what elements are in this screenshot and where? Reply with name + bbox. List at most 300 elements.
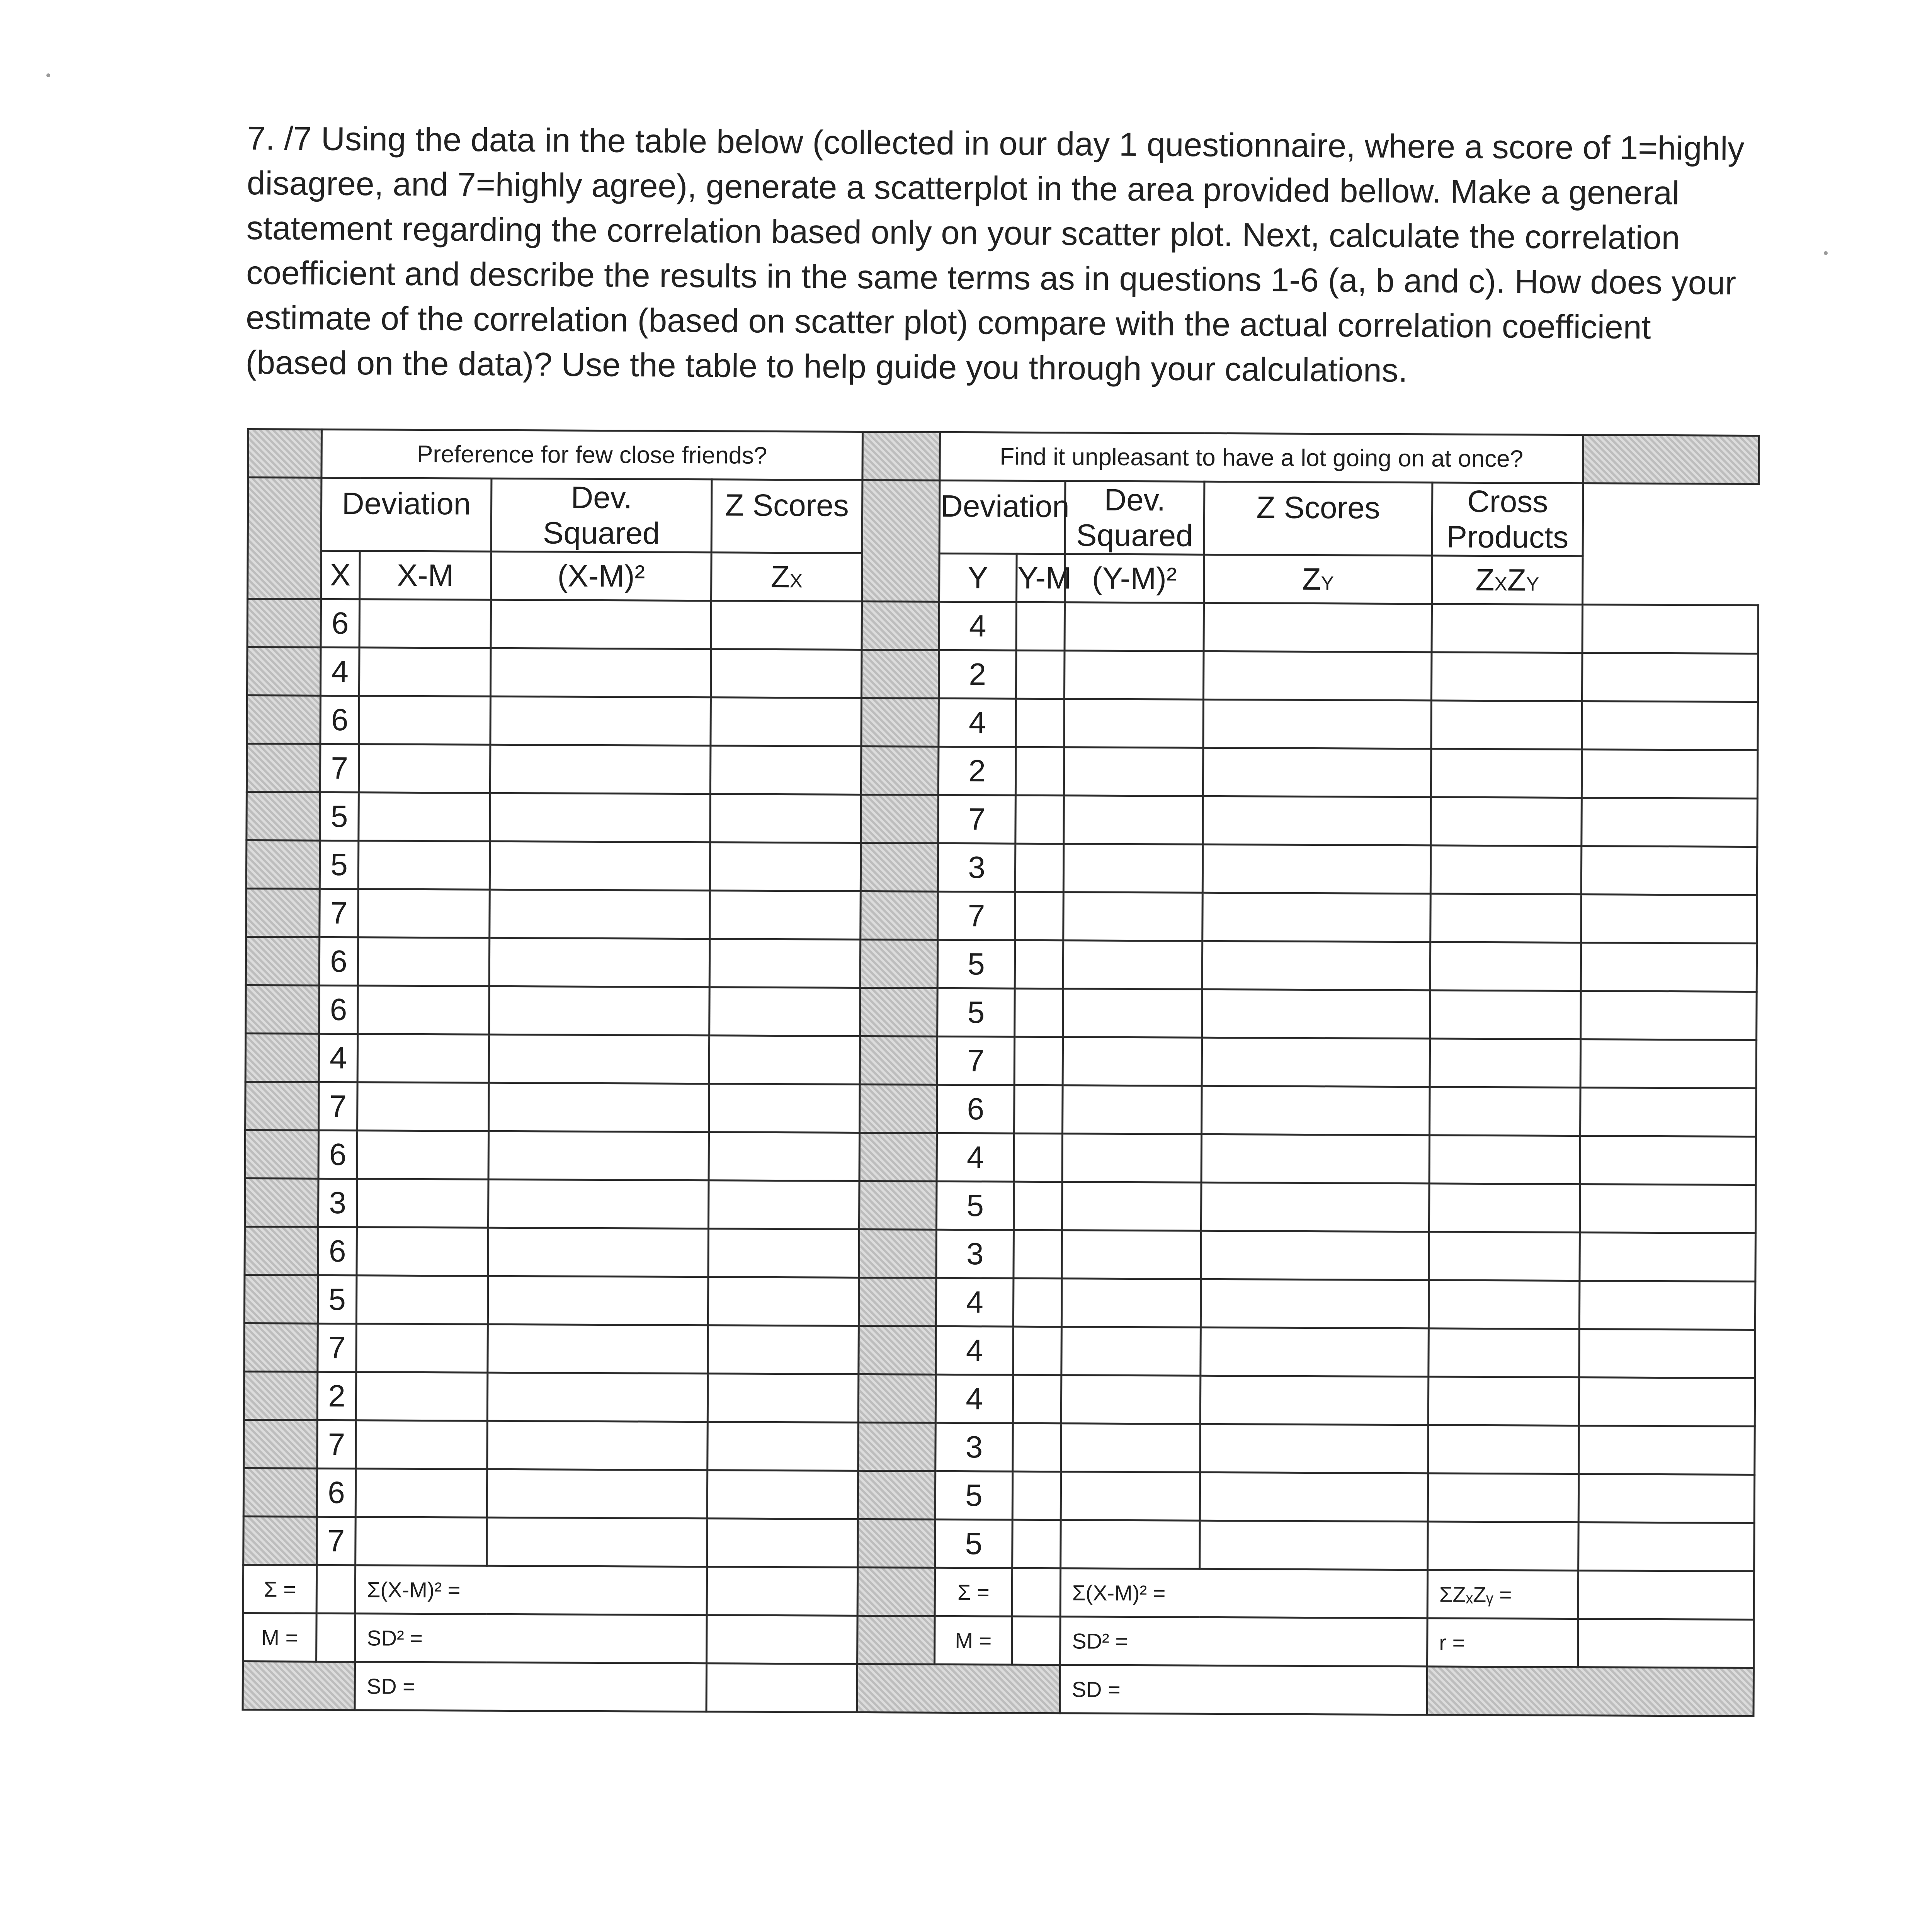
zx-cell[interactable] — [710, 746, 861, 795]
x-minus-m-cell[interactable] — [357, 1179, 488, 1228]
zx-cell[interactable] — [710, 842, 861, 891]
shade-cell — [245, 1130, 319, 1179]
question-line-6: (based on the data)? Use the table to help guide you through your calculations. — [245, 344, 1408, 389]
zx-cell[interactable] — [711, 697, 862, 747]
y-minus-m-spacer[interactable] — [1014, 1230, 1062, 1279]
sd-sq-x-label: SD² = — [355, 1614, 707, 1663]
cross-product-cell[interactable] — [1579, 1281, 1755, 1330]
y-dev-sq-cell[interactable] — [1200, 1472, 1428, 1522]
table-row — [246, 937, 1757, 992]
shade-cell — [243, 1661, 355, 1710]
x-minus-m-cell[interactable] — [358, 937, 490, 986]
y-minus-m-spacer[interactable] — [1013, 1423, 1061, 1472]
y-subscript: Y — [1526, 573, 1539, 595]
y-value: 5 — [935, 1519, 1013, 1568]
x-value: 6 — [319, 937, 358, 985]
shade-cell — [861, 698, 939, 747]
question-text — [245, 116, 1754, 395]
y-dev-sq-cell[interactable] — [1202, 844, 1431, 894]
mean-y-cell[interactable] — [1012, 1616, 1061, 1665]
y-minus-m-spacer[interactable] — [1014, 1133, 1063, 1182]
x-dev-sq-cell[interactable] — [489, 986, 710, 1035]
x-value: 7 — [320, 744, 359, 792]
cross-product-cell[interactable] — [1579, 1329, 1755, 1378]
y-minus-m-spacer[interactable] — [1013, 1327, 1062, 1375]
shade-cell — [245, 1033, 319, 1082]
zy-cell[interactable] — [1431, 749, 1582, 798]
zx-cell[interactable] — [707, 1519, 858, 1568]
shade-cell — [858, 1422, 936, 1471]
zy-cell[interactable] — [1430, 942, 1581, 991]
zx-cell[interactable] — [709, 939, 861, 988]
zx-cell[interactable] — [709, 987, 861, 1036]
header-row-3 — [248, 551, 1759, 605]
cross-label: Cross — [1467, 484, 1548, 519]
y-value: 6 — [937, 1085, 1015, 1133]
squared-label: Squared — [543, 515, 660, 551]
y-dev-sq-cell[interactable] — [1200, 1424, 1429, 1473]
cross-product-cell[interactable] — [1580, 1088, 1757, 1137]
x-dev-sq-cell[interactable] — [490, 889, 710, 939]
y-value: 7 — [938, 795, 1016, 844]
y-value: 5 — [937, 940, 1015, 988]
shade-cell — [859, 1326, 936, 1374]
x-value: 7 — [318, 1323, 357, 1372]
x-minus-m-cell[interactable] — [358, 889, 490, 938]
x-dev-sq-cell[interactable] — [490, 745, 711, 794]
x-variable-title: Preference for few close friends? — [321, 429, 863, 480]
table-row — [247, 744, 1758, 799]
y-minus-m-spacer[interactable] — [1013, 1278, 1062, 1327]
zx-cell[interactable] — [710, 891, 861, 940]
cross-product-cell[interactable] — [1580, 1136, 1756, 1185]
sum-label: Σ = — [243, 1565, 317, 1613]
y-minus-m-spacer[interactable] — [1016, 650, 1065, 699]
y-minus-m-spacer[interactable] — [1015, 892, 1064, 940]
cross-product-cell[interactable] — [1579, 1378, 1755, 1427]
x-dev-sq-cell[interactable] — [490, 696, 711, 745]
table-row — [243, 1468, 1755, 1523]
table-row — [243, 1516, 1755, 1571]
zy-cell[interactable] — [1431, 701, 1582, 750]
x-value: 5 — [320, 792, 359, 840]
y-dev-sq-cell[interactable] — [1201, 1182, 1429, 1232]
y-dev-sq-cell[interactable] — [1200, 1520, 1428, 1570]
cross-product-cell[interactable] — [1582, 701, 1758, 750]
y-deviation-header: Deviation — [939, 480, 1065, 554]
y-value: 3 — [938, 843, 1015, 892]
y-minus-m-cell[interactable] — [1062, 1182, 1201, 1231]
x-dev-squared-header — [491, 478, 712, 552]
zy-cell[interactable] — [1428, 1522, 1579, 1571]
shade-cell — [859, 1277, 936, 1326]
x-value: 5 — [320, 840, 359, 889]
shade-cell — [247, 792, 320, 841]
cross-product-cell[interactable] — [1580, 1233, 1756, 1282]
y-minus-m-spacer[interactable] — [1015, 988, 1063, 1037]
sum-zxzy-label: ΣZₓZᵧ = — [1427, 1570, 1578, 1619]
x-minus-m-cell[interactable] — [357, 1131, 489, 1179]
shade-cell — [859, 1181, 937, 1230]
table-row — [247, 647, 1758, 702]
mean-x-cell[interactable] — [316, 1613, 355, 1662]
y-dev-sq-cell[interactable] — [1203, 699, 1432, 749]
y-minus-m-cell[interactable] — [1064, 747, 1203, 796]
x-value: 3 — [318, 1179, 357, 1227]
y-value: 4 — [935, 1374, 1013, 1423]
x-dev-sq-cell[interactable] — [490, 648, 711, 697]
table-row — [244, 1420, 1755, 1475]
cross-product-cell[interactable] — [1581, 895, 1757, 944]
y-subscript: Y — [1321, 572, 1334, 594]
r-label: r = — [1427, 1618, 1578, 1667]
x-minus-m-cell[interactable] — [359, 744, 490, 793]
scan-speck — [1824, 251, 1828, 255]
z-label: Z — [1302, 561, 1321, 597]
shade-cell — [857, 1616, 935, 1664]
zy-cell[interactable] — [1429, 1232, 1580, 1281]
zx-cell[interactable] — [707, 1422, 859, 1471]
zy-cell[interactable] — [1432, 604, 1583, 653]
shade-cell — [860, 988, 938, 1036]
y-minus-m-cell[interactable] — [1064, 796, 1203, 845]
x-minus-m-cell[interactable] — [358, 986, 490, 1034]
x-dev-sq-cell[interactable] — [487, 1421, 708, 1470]
scan-speck — [46, 73, 50, 77]
sum-y-dev-sq-label: Σ(X-M)² = — [1060, 1568, 1428, 1618]
y-dev-sq-cell[interactable] — [1201, 1327, 1429, 1377]
y-minus-m-spacer[interactable] — [1012, 1520, 1061, 1568]
x-value: 4 — [320, 647, 359, 696]
shade-cell — [246, 937, 320, 985]
cross-product-cell[interactable] — [1578, 1522, 1755, 1571]
x-dev-sq-cell[interactable] — [487, 1469, 707, 1518]
zx-cell[interactable] — [709, 1132, 860, 1181]
y-minus-m-cell[interactable] — [1061, 1327, 1201, 1376]
shade-cell — [861, 650, 939, 698]
y-dev-squared-header — [1065, 481, 1204, 555]
question-line-3: statement regarding the correlation based only on your scatter plot. Next, calculate the correlation — [246, 209, 1680, 257]
cross-product-cell[interactable] — [1582, 798, 1758, 847]
shade-cell — [248, 478, 321, 599]
zx-cell[interactable] — [709, 1084, 860, 1133]
shade-cell — [246, 840, 320, 889]
answer-cell[interactable] — [707, 1615, 858, 1664]
x-dev-sq-cell[interactable] — [489, 938, 710, 987]
zy-cell[interactable] — [1430, 990, 1581, 1039]
shade-cell — [859, 1229, 937, 1278]
shade-cell — [245, 1082, 319, 1130]
y-minus-m-cell[interactable] — [1061, 1472, 1200, 1521]
x-dev-sq-cell[interactable] — [488, 1324, 708, 1373]
y-dev-sq-cell[interactable] — [1203, 796, 1431, 845]
z-label: Z — [1507, 563, 1526, 597]
table-row — [246, 985, 1757, 1040]
zx-cell[interactable] — [708, 1277, 859, 1326]
y-minus-m-cell[interactable] — [1063, 1037, 1202, 1086]
y-minus-m-spacer[interactable] — [1013, 1375, 1061, 1423]
zy-cell[interactable] — [1429, 1184, 1580, 1233]
y-dev-sq-cell[interactable] — [1201, 1231, 1429, 1280]
x-minus-m-cell[interactable] — [355, 1517, 487, 1566]
x-dev-sq-formula: (X-M)² — [491, 551, 712, 600]
y-value: 5 — [936, 1181, 1014, 1230]
cross-product-cell[interactable] — [1581, 943, 1757, 992]
x-minus-m-cell[interactable] — [356, 1324, 488, 1372]
y-minus-m-cell[interactable] — [1064, 651, 1204, 700]
x-value: 7 — [319, 1082, 358, 1130]
cross-product-cell[interactable] — [1582, 653, 1759, 702]
x-value: 7 — [317, 1420, 356, 1468]
shade-cell — [861, 746, 939, 795]
x-dev-sq-cell[interactable] — [490, 793, 711, 842]
zx-cell[interactable] — [710, 794, 861, 843]
y-minus-m-cell[interactable] — [1063, 989, 1202, 1038]
zy-cell[interactable] — [1430, 1087, 1581, 1136]
shade-cell — [247, 647, 321, 696]
shade-cell — [858, 1374, 936, 1423]
y-minus-m-spacer[interactable] — [1015, 795, 1064, 844]
x-minus-m-cell[interactable] — [356, 1372, 488, 1421]
table-row — [245, 1033, 1757, 1088]
sum-x-dev-sq-label: Σ(X-M)² = — [355, 1565, 707, 1615]
x-dev-sq-cell[interactable] — [490, 841, 710, 890]
x-value: 4 — [319, 1034, 358, 1082]
cross-product-cell[interactable] — [1579, 1426, 1755, 1475]
x-deviation-header: Deviation — [321, 478, 492, 551]
zx-cell[interactable] — [711, 649, 862, 698]
x-dev-sq-cell[interactable] — [491, 600, 711, 649]
zy-cell[interactable] — [1431, 652, 1582, 701]
y-minus-m-cell[interactable] — [1064, 699, 1204, 748]
zy-header — [1204, 554, 1432, 604]
x-value: 5 — [318, 1275, 357, 1323]
zy-cell[interactable] — [1430, 1039, 1581, 1088]
x-dev-sq-cell[interactable] — [489, 1083, 709, 1132]
x-minus-m-cell[interactable] — [359, 599, 491, 648]
y-variable-title: Find it unpleasant to have a lot going on at once? — [940, 432, 1583, 483]
worksheet-table — [242, 428, 1760, 1717]
x-column-header: X — [321, 551, 360, 599]
correlation-worksheet — [242, 428, 1758, 1717]
x-dev-sq-cell[interactable] — [489, 1034, 709, 1083]
shade-cell — [862, 480, 940, 602]
y-value: 4 — [936, 1326, 1014, 1375]
x-dev-sq-cell[interactable] — [488, 1131, 709, 1180]
y-dev-sq-cell[interactable] — [1204, 603, 1432, 652]
x-minus-m-cell[interactable] — [359, 793, 490, 841]
shade-cell — [860, 1036, 937, 1085]
y-value: 4 — [939, 602, 1017, 650]
x-value: 6 — [318, 1130, 357, 1179]
y-value: 4 — [936, 1278, 1014, 1327]
table-row — [244, 1323, 1755, 1378]
zxzy-header — [1432, 556, 1583, 605]
shade-cell — [243, 1468, 317, 1517]
mean-row — [243, 1613, 1754, 1668]
zy-cell[interactable] — [1428, 1473, 1579, 1522]
r-cell[interactable] — [1578, 1619, 1754, 1668]
zx-cell[interactable] — [709, 1036, 860, 1085]
y-dev-sq-cell[interactable] — [1202, 1086, 1430, 1135]
zy-cell[interactable] — [1430, 894, 1582, 943]
x-value: 6 — [320, 696, 359, 744]
table-row — [246, 840, 1757, 895]
zx-cell[interactable] — [708, 1180, 859, 1230]
y-minus-m-cell[interactable] — [1065, 602, 1204, 651]
x-dev-sq-cell[interactable] — [487, 1372, 708, 1422]
zx-cell[interactable] — [708, 1229, 859, 1278]
y-dev-sq-cell[interactable] — [1201, 1134, 1430, 1184]
y-minus-m-cell[interactable] — [1062, 1230, 1201, 1279]
y-value: 2 — [939, 650, 1016, 699]
zy-cell[interactable] — [1431, 797, 1582, 846]
shade-cell — [861, 794, 939, 843]
x-value: 7 — [317, 1517, 356, 1565]
y-minus-m-cell[interactable] — [1063, 844, 1203, 893]
cross-product-cell[interactable] — [1581, 846, 1757, 895]
shade-cell — [247, 599, 321, 648]
table-row — [244, 1275, 1755, 1330]
x-minus-m-cell[interactable] — [357, 1227, 488, 1276]
x-minus-m-cell[interactable] — [358, 841, 490, 889]
y-dev-sq-cell[interactable] — [1202, 1037, 1430, 1087]
z-label: Z — [1475, 562, 1495, 597]
zx-cell[interactable] — [707, 1374, 859, 1423]
y-minus-m-spacer[interactable] — [1015, 747, 1064, 796]
zy-cell[interactable] — [1428, 1377, 1579, 1426]
title-row — [248, 429, 1759, 484]
x-minus-m-cell[interactable] — [356, 1276, 488, 1324]
cross-product-cell[interactable] — [1580, 1039, 1757, 1088]
shade-cell — [861, 843, 938, 891]
y-minus-m-spacer[interactable] — [1015, 940, 1063, 989]
zx-cell[interactable] — [708, 1325, 859, 1374]
zy-cell[interactable] — [1429, 1328, 1580, 1378]
cross-product-cell[interactable] — [1580, 1184, 1756, 1233]
y-minus-m-spacer[interactable] — [1016, 699, 1065, 747]
y-minus-m-spacer[interactable] — [1016, 602, 1065, 651]
table-row — [247, 792, 1758, 847]
x-value: 2 — [317, 1372, 356, 1420]
y-minus-m-cell[interactable] — [1063, 1085, 1202, 1134]
x-minus-m-cell[interactable] — [357, 1034, 489, 1083]
cross-product-cell[interactable] — [1581, 991, 1757, 1040]
cross-product-cell[interactable] — [1582, 750, 1758, 799]
question-line-5: estimate of the correlation (based on scatter plot) compare with the actual correlation coefficient — [246, 299, 1651, 346]
y-minus-m-cell[interactable] — [1061, 1375, 1201, 1424]
table-row — [245, 1130, 1756, 1185]
y-dev-sq-cell[interactable] — [1200, 1376, 1429, 1425]
shade-cell — [245, 1178, 318, 1227]
y-minus-m-cell[interactable] — [1061, 1279, 1201, 1328]
zx-cell[interactable] — [707, 1470, 858, 1519]
y-minus-m-spacer[interactable] — [1014, 1037, 1063, 1085]
answer-cell[interactable] — [706, 1663, 857, 1713]
answer-cell[interactable] — [707, 1567, 858, 1616]
table-row — [246, 888, 1757, 943]
y-minus-m-cell[interactable] — [1063, 892, 1203, 941]
sd-row — [243, 1661, 1754, 1716]
shade-cell — [859, 1133, 937, 1181]
cross-product-cell[interactable] — [1582, 605, 1759, 654]
x-minus-m-cell[interactable] — [359, 696, 491, 745]
shade-cell — [858, 1519, 935, 1568]
shade-cell — [860, 939, 938, 988]
table-row — [247, 599, 1759, 654]
y-minus-m-spacer[interactable] — [1015, 844, 1064, 892]
shade-cell — [244, 1275, 318, 1323]
zy-cell[interactable] — [1430, 845, 1582, 895]
sum-zxzy-cell[interactable] — [1578, 1571, 1754, 1620]
dev-label: Dev. — [1104, 482, 1166, 517]
x-minus-m-cell[interactable] — [355, 1469, 487, 1517]
y-dev-sq-cell[interactable] — [1203, 748, 1431, 797]
x-dev-sq-cell[interactable] — [488, 1276, 708, 1325]
shade-cell — [244, 1323, 318, 1372]
y-value: 4 — [937, 1133, 1014, 1182]
sd-x-label: SD = — [355, 1662, 707, 1712]
x-minus-m-header: X-M — [360, 551, 492, 600]
zy-cell[interactable] — [1428, 1425, 1579, 1474]
zy-cell[interactable] — [1429, 1135, 1580, 1184]
y-dev-sq-cell[interactable] — [1202, 989, 1430, 1039]
shade-cell — [862, 601, 939, 650]
shade-cell — [858, 1471, 935, 1519]
sum-x-cell[interactable] — [316, 1565, 355, 1613]
x-minus-m-cell[interactable] — [359, 648, 491, 696]
x-value: 6 — [319, 985, 358, 1034]
question-line-2: disagree, and 7=highly agree), generate a scatterplot in the area provided bellow. Make a general — [247, 164, 1680, 212]
shade-cell — [861, 891, 938, 940]
y-minus-m-spacer[interactable] — [1012, 1471, 1061, 1520]
y-column-header: Y — [939, 553, 1017, 602]
z-label: Z — [770, 559, 790, 594]
zx-cell[interactable] — [711, 601, 862, 650]
y-minus-m-spacer[interactable] — [1014, 1085, 1063, 1134]
zy-cell[interactable] — [1429, 1280, 1580, 1329]
shade-cell — [857, 1567, 935, 1616]
x-minus-m-cell[interactable] — [357, 1082, 489, 1131]
shade-cell — [248, 429, 322, 478]
y-minus-m-spacer[interactable] — [1014, 1182, 1062, 1230]
x-minus-m-cell[interactable] — [356, 1420, 488, 1469]
sum-y-label: Σ = — [935, 1568, 1012, 1616]
x-value: 6 — [321, 599, 360, 647]
y-value: 3 — [935, 1423, 1013, 1471]
shade-cell — [1427, 1667, 1754, 1716]
y-minus-m-cell[interactable] — [1062, 1134, 1202, 1183]
y-dev-sq-cell[interactable] — [1202, 941, 1430, 990]
x-value: 6 — [318, 1227, 357, 1275]
shade-cell — [247, 744, 320, 793]
x-dev-sq-cell[interactable] — [488, 1179, 709, 1228]
y-dev-sq-cell[interactable] — [1201, 1279, 1429, 1328]
sum-y-cell[interactable] — [1012, 1568, 1061, 1617]
y-minus-m-cell[interactable] — [1061, 1423, 1201, 1473]
cross-product-cell[interactable] — [1578, 1474, 1755, 1523]
y-minus-m-cell[interactable] — [1063, 940, 1202, 990]
y-dev-sq-formula: (Y-M)² — [1065, 554, 1204, 603]
y-dev-sq-cell[interactable] — [1202, 893, 1431, 942]
y-dev-sq-cell[interactable] — [1203, 651, 1432, 701]
x-dev-sq-cell[interactable] — [488, 1228, 709, 1277]
x-subscript: X — [1494, 573, 1507, 595]
cross-products-header — [1432, 483, 1583, 556]
y-minus-m-cell[interactable] — [1061, 1520, 1200, 1569]
shade-cell — [245, 1226, 318, 1275]
x-dev-sq-cell[interactable] — [487, 1517, 707, 1566]
